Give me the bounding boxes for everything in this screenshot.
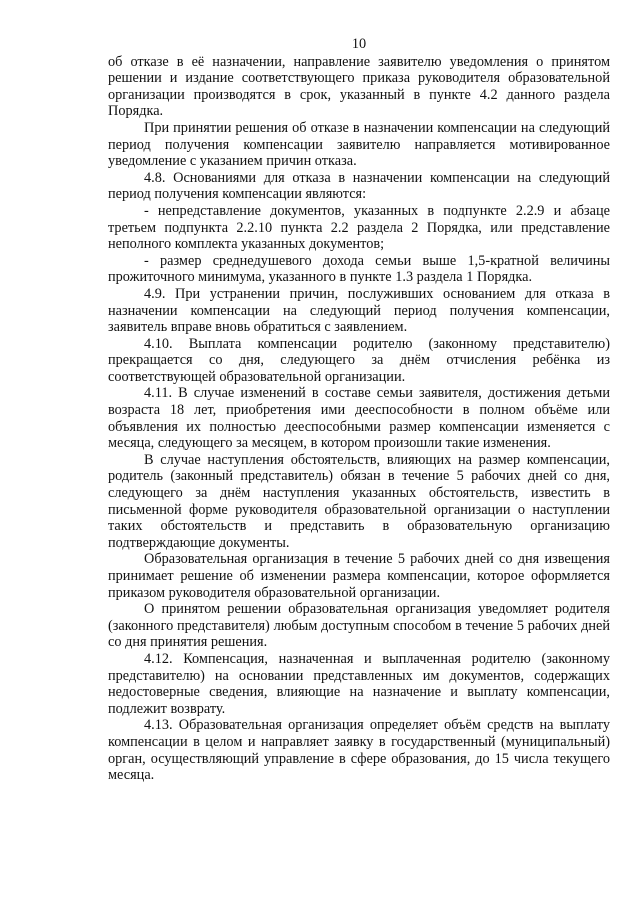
paragraph-circumstances: В случае наступления обстоятельств, влияющих на размер компенсации, родитель (законный представитель) обязан в течение 5 рабочих дней со дня, следующего за днём наступления указанных обстоятельств, известить в письменной форме руководителя образовательной организации о наступлении таких обстоятельств и представить в образовательную организацию подтверждающие документы. bbox=[108, 451, 610, 551]
document-page bbox=[108, 36, 610, 784]
paragraph-4-13: 4.13. Образовательная организация определяет объём средств на выплату компенсации в целом и направляет заявку в государственный (муниципальный) орган, осуществляющий управление в сфере образования, до 15 числа текущего месяца. bbox=[108, 717, 610, 784]
paragraph-4-11: 4.11. В случае изменений в составе семьи заявителя, достижения детьми возраста 18 лет, приобретения ими дееспособности в полном объёме или объявления их полностью дееспособными размер компенсации изменяется с месяца, следующего за месяцем, в котором произошли такие изменения. bbox=[108, 385, 610, 452]
page-number: 10 bbox=[351, 36, 367, 52]
list-item-income-limit: - размер среднедушевого дохода семьи выше 1,5-кратной величины прожиточного минимума, указанного в пункте 1.3 раздела 1 Порядка. bbox=[108, 252, 610, 286]
paragraph-4-9: 4.9. При устранении причин, послуживших основанием для отказа в назначении компенсации на следующий период получения компенсации, заявитель вправе вновь обратиться с заявлением. bbox=[108, 285, 610, 336]
paragraph-refusal-notice: При принятии решения об отказе в назначении компенсации на следующий период получения компенсации заявителю направляется мотивированное уведомление с указанием причин отказа. bbox=[108, 119, 610, 170]
paragraph-notification: О принятом решении образовательная организация уведомляет родителя (законного представителя) любым доступным способом в течение 5 рабочих дней со дня принятия решения. bbox=[108, 601, 610, 651]
paragraph-4-8: 4.8. Основаниями для отказа в назначении компенсации на следующий период получения компенсации являются: bbox=[108, 169, 610, 203]
paragraph-decision: Образовательная организация в течение 5 рабочих дней со дня извещения принимает решение об изменении размера компенсации, которое оформляется приказом руководителя образовательной организации. bbox=[108, 551, 610, 601]
paragraph-4-10: 4.10. Выплата компенсации родителю (законному представителю) прекращается со дня, следующего за днём отчисления ребёнка из соответствующей образовательной организации. bbox=[108, 335, 610, 385]
paragraph-4-12: 4.12. Компенсация, назначенная и выплаченная родителю (законному представителю) на основании представленных им документов, содержащих недостоверные сведения, влияющие на назначение и выплату компенсации, подлежит возврату. bbox=[108, 650, 610, 717]
list-item-missing-documents: - непредставление документов, указанных в подпункте 2.2.9 и абзаце третьем подпункта 2.2.10 пункта 2.2 раздела 2 Порядка, или представление неполного комплекта указанных документов; bbox=[108, 202, 610, 253]
paragraph-continuation: об отказе в её назначении, направление заявителю уведомления о принятом решении и издание соответствующего приказа руководителя образовательной организации производятся в срок, указанный в пункте 4.2 данного раздела Порядка. bbox=[108, 53, 610, 120]
